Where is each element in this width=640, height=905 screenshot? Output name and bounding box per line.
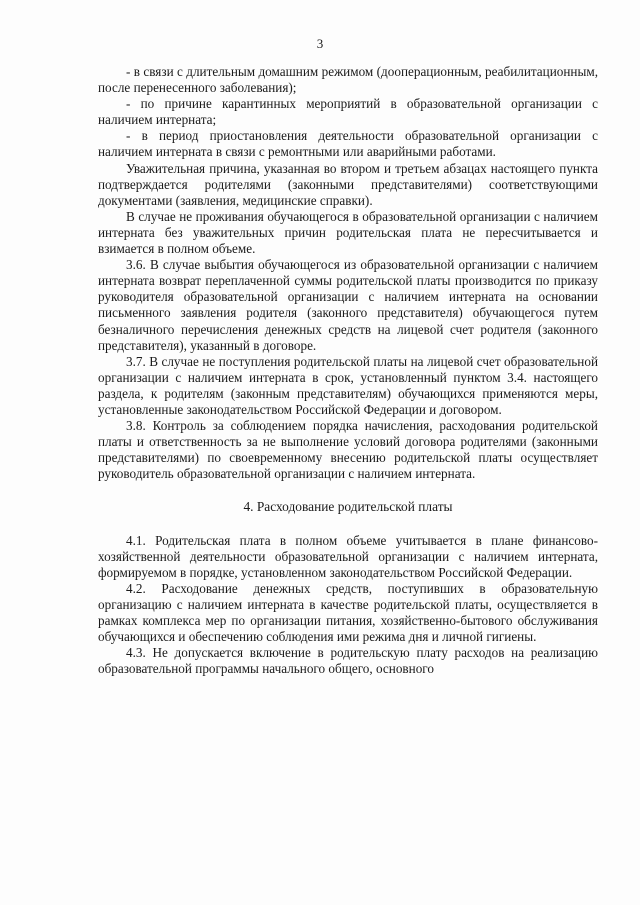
section-heading-4: 4. Расходование родительской платы — [243, 499, 453, 515]
paragraph-home-regime: - в связи с длительным домашним режимом (дооперационным, реабилитационным, после перенесенного заболевания); — [98, 64, 598, 96]
paragraph-non-residence: В случае не проживания обучающегося в образовательной организации с наличием интерната без уважительных причин родительская плата не пересчитывается и взимается в полном объеме. — [98, 208, 598, 257]
paragraph-4-1: 4.1. Родительская плата в полном объеме учитывается в плане финансово-хозяйственной деятельности образовательной организации с наличием интерната, формируемом в порядке, установленном законодательством Российской Федерации. — [98, 532, 598, 580]
paragraph-3-8: 3.8. Контроль за соблюдением порядка начисления, расходования родительской платы и ответственность за не выполнение условий договора родителями (законными представителями) по своевременному внесению родительской платы осуществляет руководитель образовательной организации с наличием интерната. — [98, 418, 598, 482]
paragraph-4-2: 4.2. Расходование денежных средств, поступивших в образовательную организацию с наличием интерната в качестве родительской платы, осуществляется в рамках комплекса мер по организации питания, хозяйственно-бытового обслуживания обучающихся и обеспечению соблюдения ими режима дня и личной гигиены. — [98, 580, 598, 645]
paragraph-4-3: 4.3. Не допускается включение в родительскую плату расходов на реализацию образовательной программы начального общего, основного — [98, 645, 598, 677]
document-body — [98, 64, 598, 677]
paragraph-suspension: - в период приостановления деятельности образовательной организации с наличием интерната в связи с ремонтными или аварийными работами. — [98, 128, 598, 160]
paragraph-quarantine: - по причине карантинных мероприятий в образовательной организации с наличием интерната; — [98, 96, 598, 128]
paragraph-valid-reason: Уважительная причина, указанная во втором и третьем абзацах настоящего пункта подтверждается родителями (законными представителями) соответствующими документами (заявления, медицинские справки). — [98, 160, 598, 208]
page-number: 3 — [316, 36, 324, 51]
paragraph-3-6: 3.6. В случае выбытия обучающегося из образовательной организации с наличием интерната возврат переплаченной суммы родительской платы производится по приказу руководителя образовательной организации с наличием интерната на основании письменного заявления родителя (законного представителя) обучающегося путем безналичного перечисления денежных средств на лицевой счет родителя (законного представителя), указанный в договоре. — [98, 257, 598, 353]
paragraph-3-7: 3.7. В случае не поступления родительской платы на лицевой счет образовательной организации с наличием интерната в срок, установленный пунктом 3.4. настоящего раздела, к родителям (законным представителям) обучающихся применяются меры, установленные законодательством Российской Федерации и договором. — [98, 353, 598, 417]
